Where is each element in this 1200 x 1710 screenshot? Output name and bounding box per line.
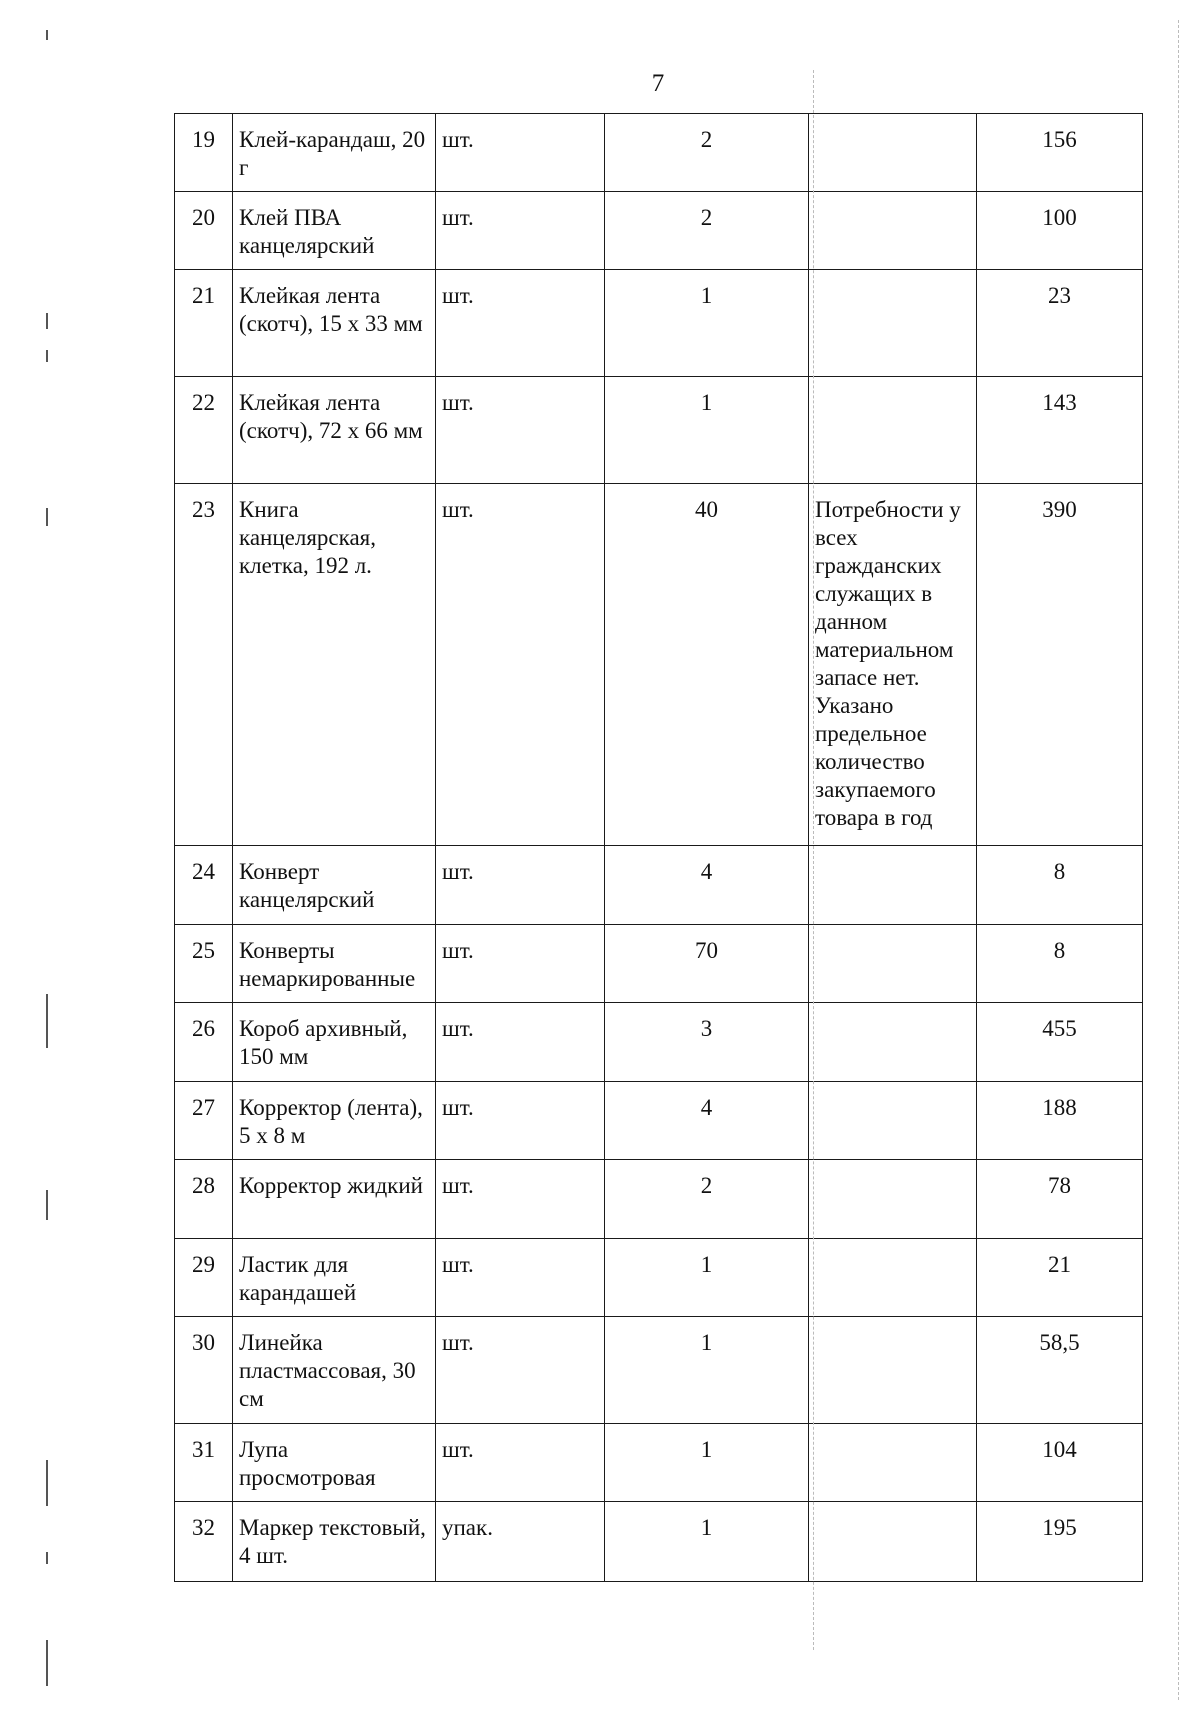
price-cell: 390 xyxy=(977,484,1143,846)
item-name-cell: Клейкая лента (скотч), 72 х 66 мм xyxy=(233,377,436,484)
row-number-cell: 26 xyxy=(175,1003,233,1082)
price-cell: 455 xyxy=(977,1003,1143,1082)
quantity-cell: 2 xyxy=(605,114,809,192)
price-cell: 8 xyxy=(977,925,1143,1003)
note-cell xyxy=(809,1003,977,1082)
unit-cell: шт. xyxy=(436,1003,605,1082)
quantity-cell: 4 xyxy=(605,846,809,925)
item-name-cell: Корректор (лента), 5 х 8 м xyxy=(233,1082,436,1160)
note-cell xyxy=(809,846,977,925)
price-cell: 156 xyxy=(977,114,1143,192)
scan-mark xyxy=(46,1640,48,1686)
row-number-cell: 23 xyxy=(175,484,233,846)
quantity-cell: 1 xyxy=(605,270,809,377)
scan-mark xyxy=(46,1552,48,1564)
note-cell xyxy=(809,1502,977,1582)
item-name-cell: Корректор жидкий xyxy=(233,1160,436,1239)
note-cell xyxy=(809,270,977,377)
table-row xyxy=(175,484,1143,846)
item-name-cell: Короб архивный, 150 мм xyxy=(233,1003,436,1082)
quantity-cell: 1 xyxy=(605,1424,809,1502)
item-name-cell: Маркер текстовый, 4 шт. xyxy=(233,1502,436,1582)
price-cell: 8 xyxy=(977,846,1143,925)
table-row xyxy=(175,925,1143,1003)
note-cell xyxy=(809,114,977,192)
scan-mark xyxy=(46,313,48,329)
price-cell: 143 xyxy=(977,377,1143,484)
table-row xyxy=(175,192,1143,270)
unit-cell: шт. xyxy=(436,1424,605,1502)
note-cell xyxy=(809,1424,977,1502)
quantity-cell: 1 xyxy=(605,1239,809,1317)
row-number-cell: 30 xyxy=(175,1317,233,1424)
row-number-cell: 25 xyxy=(175,925,233,1003)
row-number-cell: 29 xyxy=(175,1239,233,1317)
scan-mark xyxy=(46,1190,48,1220)
quantity-cell: 1 xyxy=(605,1502,809,1582)
table-row xyxy=(175,377,1143,484)
fold-line xyxy=(813,70,814,1650)
price-cell: 21 xyxy=(977,1239,1143,1317)
fold-line xyxy=(1178,20,1179,1700)
scan-mark xyxy=(46,350,48,362)
price-cell: 195 xyxy=(977,1502,1143,1582)
row-number-cell: 32 xyxy=(175,1502,233,1582)
item-name-cell: Книга канцелярская, клетка, 192 л. xyxy=(233,484,436,846)
row-number-cell: 31 xyxy=(175,1424,233,1502)
table-row xyxy=(175,114,1143,192)
table-row xyxy=(175,1424,1143,1502)
table-row xyxy=(175,1317,1143,1424)
item-name-cell: Линейка пластмассовая, 30 см xyxy=(233,1317,436,1424)
scan-mark xyxy=(46,508,48,526)
note-cell xyxy=(809,925,977,1003)
item-name-cell: Клей ПВА канцелярский xyxy=(233,192,436,270)
item-name-cell: Клей-карандаш, 20 г xyxy=(233,114,436,192)
quantity-cell: 2 xyxy=(605,192,809,270)
unit-cell: шт. xyxy=(436,114,605,192)
price-cell: 100 xyxy=(977,192,1143,270)
row-number-cell: 27 xyxy=(175,1082,233,1160)
row-number-cell: 19 xyxy=(175,114,233,192)
price-cell: 23 xyxy=(977,270,1143,377)
table-row xyxy=(175,270,1143,377)
price-cell: 104 xyxy=(977,1424,1143,1502)
scan-mark xyxy=(46,994,48,1048)
item-name-cell: Лупа просмотровая xyxy=(233,1424,436,1502)
quantity-cell: 3 xyxy=(605,1003,809,1082)
unit-cell: шт. xyxy=(436,1239,605,1317)
quantity-cell: 40 xyxy=(605,484,809,846)
item-name-cell: Ластик для карандашей xyxy=(233,1239,436,1317)
scan-mark xyxy=(46,1460,48,1506)
unit-cell: шт. xyxy=(436,1082,605,1160)
note-cell xyxy=(809,1239,977,1317)
quantity-cell: 4 xyxy=(605,1082,809,1160)
quantity-cell: 1 xyxy=(605,377,809,484)
price-cell: 58,5 xyxy=(977,1317,1143,1424)
note-cell xyxy=(809,192,977,270)
item-name-cell: Конверты немаркированные xyxy=(233,925,436,1003)
unit-cell: шт. xyxy=(436,377,605,484)
scan-mark xyxy=(46,30,48,40)
table-row xyxy=(175,1239,1143,1317)
table-body xyxy=(175,114,1143,1582)
unit-cell: упак. xyxy=(436,1502,605,1582)
row-number-cell: 21 xyxy=(175,270,233,377)
price-cell: 78 xyxy=(977,1160,1143,1239)
table-row xyxy=(175,1082,1143,1160)
note-cell xyxy=(809,1082,977,1160)
note-cell: Потребности у всех гражданских служащих в данном материальном запасе нет. Указано предельное количество закупаемого товара в год xyxy=(809,484,977,846)
unit-cell: шт. xyxy=(436,846,605,925)
supplies-table xyxy=(174,113,1143,1582)
table-row xyxy=(175,1003,1143,1082)
row-number-cell: 20 xyxy=(175,192,233,270)
unit-cell: шт. xyxy=(436,925,605,1003)
item-name-cell: Конверт канцелярский xyxy=(233,846,436,925)
price-cell: 188 xyxy=(977,1082,1143,1160)
unit-cell: шт. xyxy=(436,484,605,846)
quantity-cell: 1 xyxy=(605,1317,809,1424)
note-cell xyxy=(809,1160,977,1239)
unit-cell: шт. xyxy=(436,1160,605,1239)
table-row xyxy=(175,846,1143,925)
page-number: 7 xyxy=(651,70,665,97)
unit-cell: шт. xyxy=(436,270,605,377)
quantity-cell: 70 xyxy=(605,925,809,1003)
note-cell xyxy=(809,377,977,484)
row-number-cell: 28 xyxy=(175,1160,233,1239)
unit-cell: шт. xyxy=(436,1317,605,1424)
table-row xyxy=(175,1502,1143,1582)
row-number-cell: 22 xyxy=(175,377,233,484)
table-row xyxy=(175,1160,1143,1239)
note-cell xyxy=(809,1317,977,1424)
quantity-cell: 2 xyxy=(605,1160,809,1239)
row-number-cell: 24 xyxy=(175,846,233,925)
item-name-cell: Клейкая лента (скотч), 15 х 33 мм xyxy=(233,270,436,377)
unit-cell: шт. xyxy=(436,192,605,270)
